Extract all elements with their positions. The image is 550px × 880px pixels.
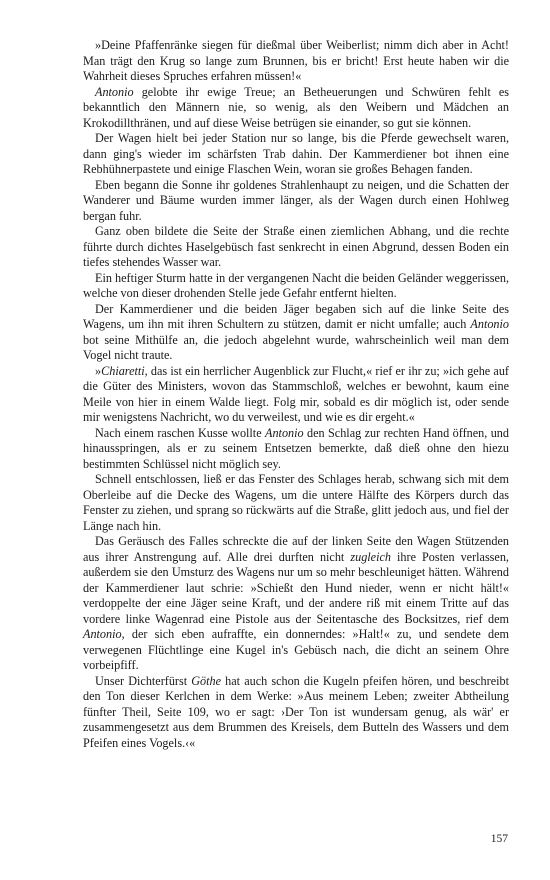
emphasis-text: Antonio (470, 317, 509, 331)
text-run: Nach einem raschen Kusse wollte (95, 425, 266, 440)
text-run: gelobte ihr ewige Treue; an Betheuerungen und Schwüren fehlt es bekanntlich den Männern nie, so wenig, als den Weibern und Mädchen an Krokodillthränen, und auf diese Weise betrügen sie einander, so gut sie können. (83, 84, 509, 130)
emphasis-text: Göthe (191, 673, 222, 688)
paragraph (83, 426, 509, 473)
emphasis-text: Chiaretti (101, 363, 145, 378)
paragraph (83, 85, 509, 132)
text-run: Eben begann die Sonne ihr goldenes Strahlenhaupt zu neigen, und die Schatten der Wanderer und Bäume wurden immer länger, als der Wagen durch einen Hohlweg bergan fuhr. (83, 177, 509, 223)
text-run: , der sich eben aufraffte, ein donnerndes: »Halt!« zu, und sendete dem verwegenen Flüchtlinge eine Kugel in's Gebüsch nach, die dicht an seinem Ohre vorbeipfiff. (83, 627, 509, 672)
text-run: den Schlag zur rechten Hand öffnen, und hinausspringen, als er zu seinem Entsetzen bemerkte, daß dieß ohne den hiezu bestimmten Schlüssel nicht möglich sey. (83, 425, 509, 471)
text-run: »Deine Pfaffenränke siegen für dießmal über Weiberlist; nimm dich aber in Acht! Man trägt den Krug so lange zum Brunnen, bis er bricht! Erst heute haben wir die Wahrheit dieses Spruches erfahren müssen!« (83, 38, 509, 83)
text-run: Ein heftiger Sturm hatte in der vergangenen Nacht die beiden Geländer weggerissen, welche von dieser drohenden Stelle jede Gefahr entfernt hielten. (83, 270, 509, 300)
text-run: Ganz oben bildete die Seite der Straße einen ziemlichen Abhang, und die rechte führte durch dichtes Haselgebüsch fast senkrecht in einen Abgrund, dessen Boden ein tiefes stehendes Wasser war. (83, 224, 509, 269)
paragraph (83, 302, 509, 364)
text-run: Unser Dichterfürst (95, 673, 192, 688)
text-run: » (95, 363, 102, 378)
text-run: Der Kammerdiener und die beiden Jäger begaben sich auf die linke Seite des Wagens, um ihn mit ihren Schultern zu stützen, damit er nicht umfalle; auch (83, 301, 509, 331)
text-run: Das Geräusch des Falles schreckte die auf der linken Seite den Wagen Stützenden aus ihrer Anstrengung auf. Alle drei durften nicht (83, 534, 509, 564)
paragraph (83, 534, 509, 674)
page-number: 157 (490, 833, 508, 845)
emphasis-text: Antonio (83, 627, 122, 641)
text-run: hat auch schon die Kugeln pfeifen hören, und beschreibt den Ton dieser Kerlchen in dem Werke: »Aus meinem Leben; zweiter Abtheilung fünfter Theil, Seite 109, wo er sagt: ›Der Ton ist wundersam genug, als wär' er zusammengesetzt aus dem Brummen des Kreisels, dem Butteln des Wassers und dem Pfeifen eines Vogels.‹« (83, 673, 509, 750)
emphasis-text: Antonio (95, 84, 134, 99)
emphasis-text: Antonio (265, 425, 304, 440)
text-run: Schnell entschlossen, ließ er das Fenster des Schlages herab, schwang sich mit dem Oberleibe auf die Decke des Wagens, um die untere Hälfte des Körpers durch das Fenster zu ziehen, und sprang so rückwärts auf die Straße, glitt jedoch aus, und fiel der Länge nach hin. (83, 472, 509, 533)
text-run: Der Wagen hielt bei jeder Station nur so lange, bis die Pferde gewechselt waren, dann ging's wieder im schärfsten Trab dahin. Der Kammerdiener bot ihnen eine Rebhühnerpastete und einige Flaschen Wein, woran sie großes Behagen fanden. (83, 131, 509, 176)
paragraph (83, 271, 509, 302)
page-body (83, 38, 509, 751)
paragraph (83, 674, 509, 752)
text-run: bot seine Mithülfe an, die jedoch abgelehnt wurde, wahrscheinlich weil man dem Vogel nicht traute. (83, 332, 509, 362)
text-run: ihre Posten verlassen, außerdem sie den Umsturz des Wagens nur um so mehr beschleuniget hätten. Während der Kammerdiener laut schrie: »Schießt den Hund nieder, wenn er nicht hält!« verdoppelte der eine Jäger seine Kraft, und der andere riß mit einem Tritte auf das vordere linke Wagenrad eine Pistole aus der Seitentasche des Bocksitzes, rief dem (83, 549, 509, 626)
paragraph (83, 131, 509, 178)
paragraph (83, 38, 509, 85)
paragraph (83, 178, 509, 225)
emphasis-text: zugleich (350, 549, 391, 564)
paragraph (83, 472, 509, 534)
paragraph (83, 224, 509, 271)
text-run: , das ist ein herrlicher Augenblick zur Flucht,« rief er ihr zu; »ich gehe auf die Güter des Ministers, wovon das Stammschloß, welches er bewohnt, kaum eine Meile von hier in einem Walde liegt. Folg mir, sobald es dir möglich ist, oder sende mir wenigstens Nachricht, wo du verweilest, und wie es dir ergeht.« (83, 363, 509, 424)
paragraph (83, 364, 509, 426)
